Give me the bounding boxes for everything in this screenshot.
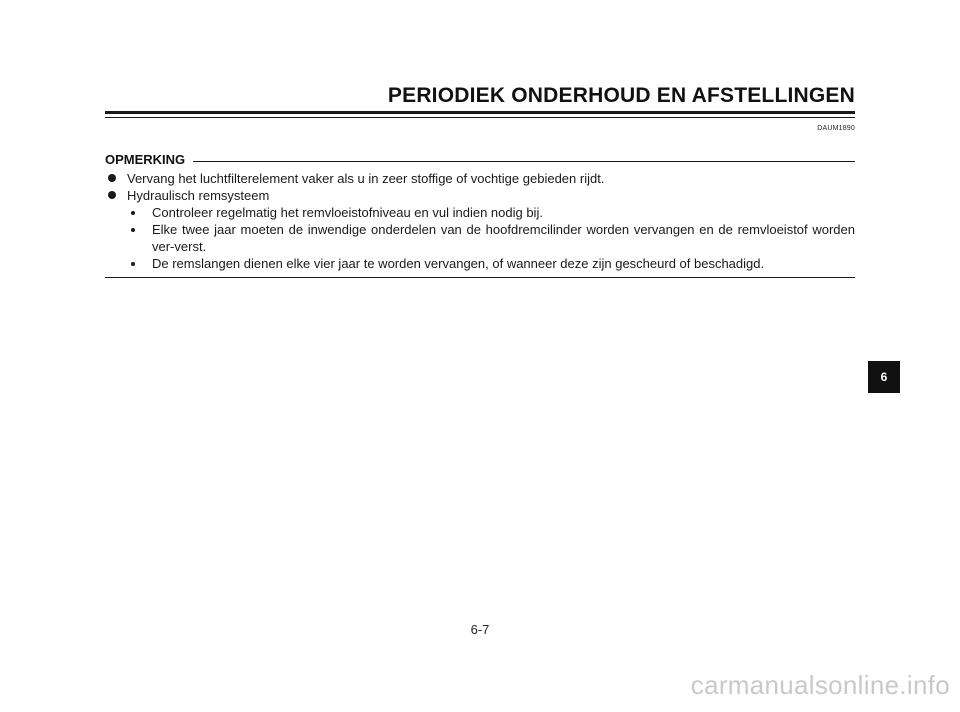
- note-end-rule: [105, 277, 855, 278]
- title-rule-thick: [105, 111, 855, 114]
- round-bullet-icon: [105, 170, 127, 187]
- note-subitem-text: De remslangen dienen elke vier jaar te worden vervangen, of wanneer deze zijn gescheurd of beschadigd.: [152, 256, 765, 271]
- note-item-text: Vervang het luchtfilterelement vaker als u in zeer stoffige of vochtige gebieden rijdt.: [127, 171, 605, 186]
- note-item: [105, 187, 855, 204]
- note-subitem-text: Elke twee jaar moeten de inwendige onderdelen van de hoofdremcilinder worden vervangen en de remvloeistof worden ver-verst.: [152, 222, 855, 254]
- note-heading: OPMERKING: [105, 151, 186, 167]
- note-subitem: [105, 204, 855, 221]
- note-item: [105, 170, 855, 187]
- note-heading-rule: [193, 161, 855, 162]
- title-rule-thin: [105, 117, 855, 118]
- note-subitem: [105, 255, 855, 272]
- note-subitem: [105, 221, 855, 255]
- document-code: DAUM1890: [817, 125, 855, 132]
- watermark: carmanualsonline.info: [690, 670, 950, 700]
- small-bullet-icon: [127, 221, 152, 255]
- chapter-tab: 6: [868, 361, 900, 393]
- note-subitem-text: Controleer regelmatig het remvloeistofniveau en vul indien nodig bij.: [152, 205, 543, 220]
- page-title: PERIODIEK ONDERHOUD EN AFSTELLINGEN: [387, 84, 855, 107]
- page-number: 6-7: [470, 622, 490, 637]
- small-bullet-icon: [127, 255, 152, 272]
- note-item-text: Hydraulisch remsysteem: [127, 188, 270, 203]
- note-block: [105, 151, 855, 278]
- round-bullet-icon: [105, 187, 127, 204]
- note-heading-row: [105, 151, 855, 167]
- small-bullet-icon: [127, 204, 152, 221]
